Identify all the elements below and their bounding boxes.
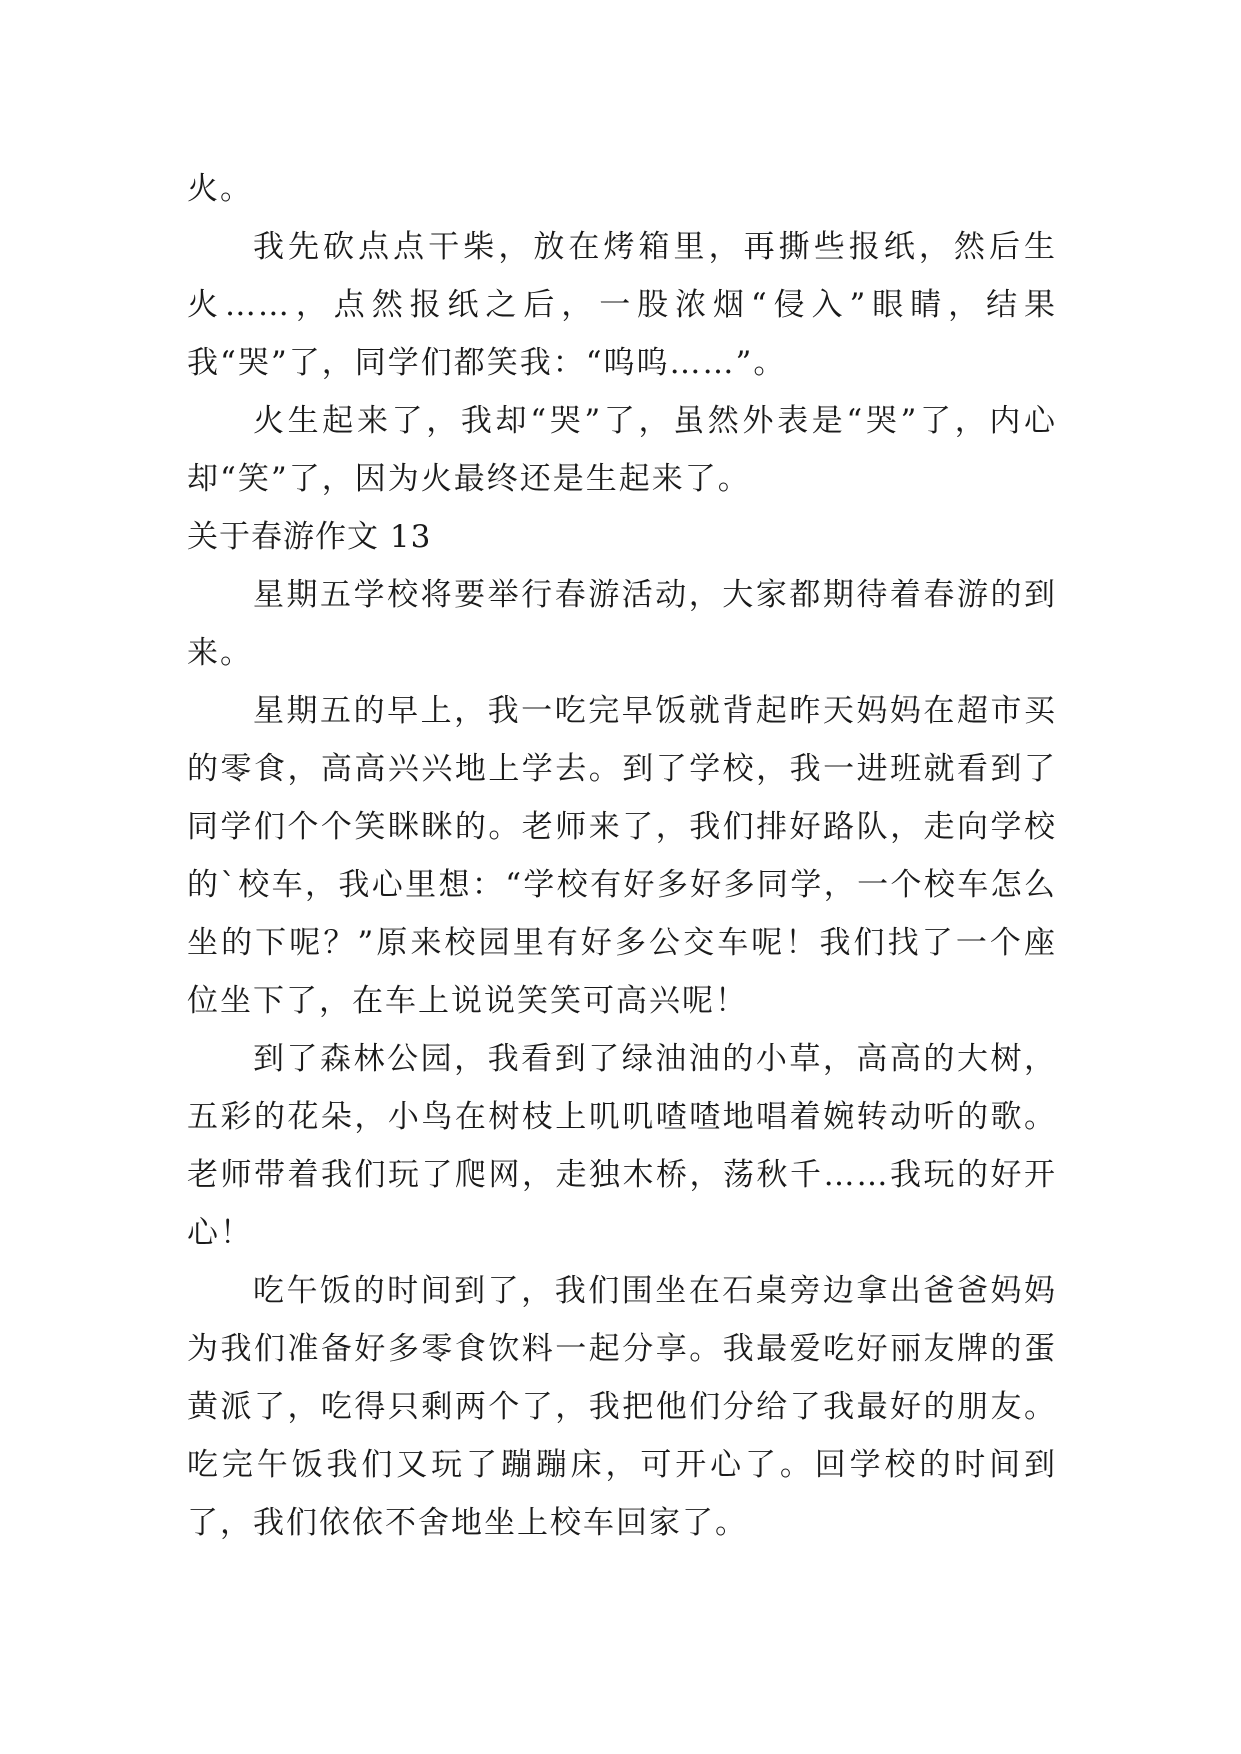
paragraph-morning: 星期五的早上，我一吃完早饭就背起昨天妈妈在超市买的零食，高高兴兴地上学去。到了学校，我一进班就看到了同学们个个笑眯眯的。老师来了，我们排好路队，走向学校的`校车，我心里想：“学校有好多好多同学，一个校车怎么坐的下呢？”原来校园里有好多公交车呢！我们找了一个座位坐下了，在车上说说笑笑可高兴呢！	[187, 693, 1057, 1019]
paragraph-firewood: 我先砍点点干柴，放在烤箱里，再撕些报纸，然后生火……，点然报纸之后，一股浓烟“侵入”眼睛，结果我“哭”了，同学们都笑我：“呜呜……”。	[187, 229, 1057, 381]
paragraph-lunch: 吃午饭的时间到了，我们围坐在石桌旁边拿出爸爸妈妈为我们准备好多零食饮料一起分享。我最爱吃好丽友牌的蛋黄派了，吃得只剩两个了，我把他们分给了我最好的朋友。吃完午饭我们又玩了蹦蹦床，可开心了。回学校的时间到了，我们依依不舍地坐上校车回家了。	[187, 1273, 1057, 1541]
document-body	[187, 160, 1057, 1552]
paragraph-fire-lit: 火生起来了，我却“哭”了，虽然外表是“哭”了，内心却“笑”了，因为火最终还是生起来了。	[187, 403, 1057, 497]
paragraph-intro: 星期五学校将要举行春游活动，大家都期待着春游的到来。	[187, 577, 1057, 671]
paragraph-fragment: 火。	[187, 171, 253, 207]
section-title: 关于春游作文 13	[187, 519, 432, 555]
paragraph-forest-park: 到了森林公园，我看到了绿油油的小草，高高的大树，五彩的花朵，小鸟在树枝上叽叽喳喳地唱着婉转动听的歌。老师带着我们玩了爬网，走独木桥，荡秋千……我玩的好开心！	[187, 1041, 1057, 1251]
